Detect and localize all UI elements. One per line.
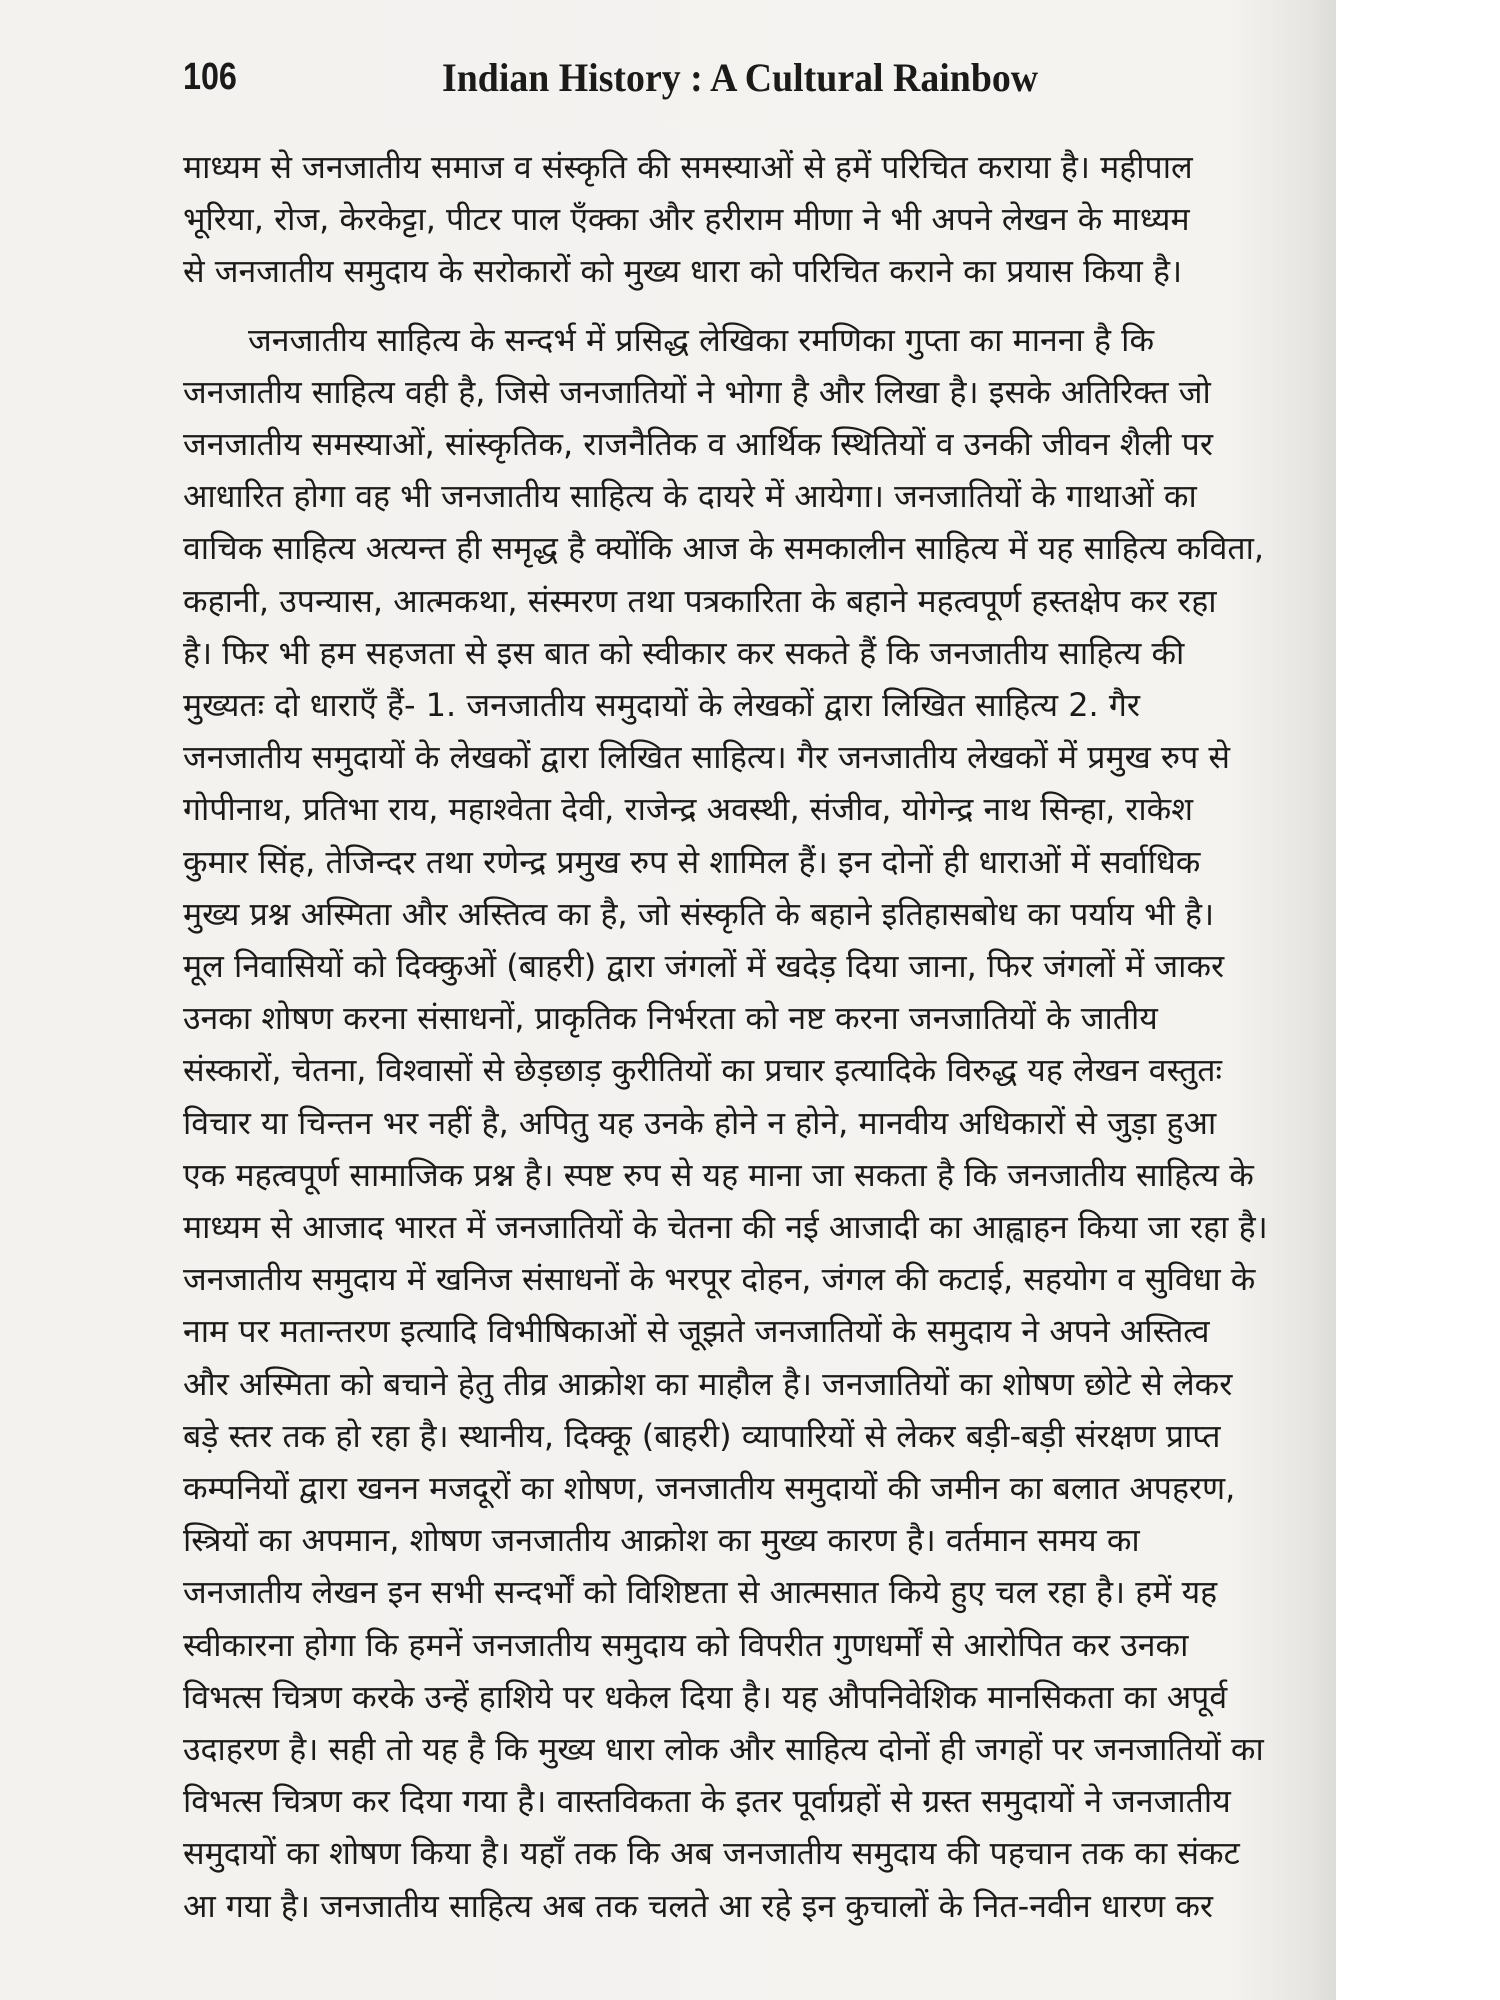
text-line: स्त्रियों का अपमान, शोषण जनजातीय आक्रोश का मुख्य कारण है। वर्तमान समय का bbox=[183, 1521, 1140, 1560]
text-line: जनजातीय समस्याओं, सांस्कृतिक, राजनैतिक व आर्थिक स्थितियों व उनकी जीवन शैली पर bbox=[183, 425, 1213, 463]
text-line: उनका शोषण करना संसाधनों, प्राकृतिक निर्भरता को नष्ट करना जनजातियों के जातीय bbox=[183, 999, 1158, 1038]
page-number: 106 bbox=[183, 56, 237, 98]
running-title: Indian History : A Cultural Rainbow bbox=[442, 55, 1039, 100]
text-line: बड़े स्तर तक हो रहा है। स्थानीय, दिक्कू (बाहरी) व्यापारियों से लेकर बड़ी-बड़ी संरक्षण प्राप्त bbox=[183, 1416, 1221, 1455]
text-line: जनजातीय समुदायों के लेखकों द्वारा लिखित साहित्य। गैर जनजातीय लेखकों में प्रमुख रुप से bbox=[183, 738, 1231, 777]
text-line: माध्यम से आजाद भारत में जनजातियों के चेतना की नई आजादी का आह्वाहन किया जा रहा है। bbox=[183, 1208, 1268, 1246]
text-line: संस्कारों, चेतना, विश्वासों से छेड़छाड़ कुरीतियों का प्रचार इत्यादिके विरुद्ध यह लेखन वस्तुतः bbox=[183, 1051, 1222, 1090]
text-line: जनजातीय लेखन इन सभी सन्दर्भों को विशिष्टता से आत्मसात किये हुए चल रहा है। हमें यह bbox=[183, 1573, 1218, 1612]
text-line: माध्यम से जनजातीय समाज व संस्कृति की समस्याओं से हमें परिचित कराया है। महीपाल bbox=[183, 148, 1193, 186]
text-line: कहानी, उपन्यास, आत्मकथा, संस्मरण तथा पत्रकारिता के बहाने महत्वपूर्ण हस्तक्षेप कर रहा bbox=[183, 581, 1217, 620]
text-line: भूरिया, रोज, केरकेट्टा, पीटर पाल एँक्का और हरीराम मीणा ने भी अपने लेखन के माध्यम bbox=[183, 200, 1190, 239]
text-line: से जनजातीय समुदाय के सरोकारों को मुख्य धारा को परिचित कराने का प्रयास किया है। bbox=[183, 252, 1183, 291]
text-line: गोपीनाथ, प्रतिभा राय, महाश्वेता देवी, राजेन्द्र अवस्थी, संजीव, योगेन्द्र नाथ सिन्हा, राकेश bbox=[183, 790, 1194, 829]
text-line: मुख्यतः दो धाराएँ हैं- 1. जनजातीय समुदायों के लेखकों द्वारा लिखित साहित्य 2. गैर bbox=[183, 686, 1141, 724]
text-line: जनजातीय समुदाय में खनिज संसाधनों के भरपूर दोहन, जंगल की कटाई, सहयोग व सुविधा के bbox=[183, 1260, 1256, 1299]
text-line: वाचिक साहित्य अत्यन्त ही समृद्ध है क्योंकि आज के समकालीन साहित्य में यह साहित्य कविता, bbox=[183, 529, 1265, 568]
text-line: आधारित होगा वह भी जनजातीय साहित्य के दायरे में आयेगा। जनजातियों के गाथाओं का bbox=[183, 477, 1197, 516]
text-line: मुख्य प्रश्न अस्मिता और अस्तित्व का है, जो संस्कृति के बहाने इतिहासबोध का पर्याय भी है। bbox=[183, 894, 1215, 933]
text-line: विचार या चिन्तन भर नहीं है, अपितु यह उनके होने न होने, मानवीय अधिकारों से जुड़ा हुआ bbox=[183, 1103, 1217, 1142]
text-line: नाम पर मतान्तरण इत्यादि विभीषिकाओं से जूझते जनजातियों के समुदाय ने अपने अस्तित्व bbox=[183, 1312, 1210, 1351]
text-line: विभत्स चित्रण कर दिया गया है। वास्तविकता के इतर पूर्वाग्रहों से ग्रस्त समुदायों ने जनजातीय bbox=[183, 1782, 1231, 1821]
text-line: जनजातीय साहित्य वही है, जिसे जनजातियों ने भोगा है और लिखा है। इसके अतिरिक्त जो bbox=[183, 372, 1211, 411]
text-line: उदाहरण है। सही तो यह है कि मुख्य धारा लोक और साहित्य दोनों ही जगहों पर जनजातियों का bbox=[183, 1730, 1264, 1768]
text-line: जनजातीय साहित्य के सन्दर्भ में प्रसिद्ध लेखिका रमणिका गुप्ता का मानना है कि bbox=[248, 320, 1155, 359]
text-line: एक महत्वपूर्ण सामाजिक प्रश्न है। स्पष्ट रुप से यह माना जा सकता है कि जनजातीय साहित्य के bbox=[183, 1155, 1254, 1194]
text-line: समुदायों का शोषण किया है। यहाँ तक कि अब जनजातीय समुदाय की पहचान तक का संकट bbox=[183, 1834, 1240, 1873]
text-line: कम्पनियों द्वारा खनन मजदूरों का शोषण, जनजातीय समुदायों की जमीन का बलात अपहरण, bbox=[183, 1469, 1236, 1507]
text-line: आ गया है। जनजातीय साहित्य अब तक चलते आ रहे इन कुचालों के नित-नवीन धारण कर bbox=[183, 1886, 1214, 1925]
text-line: है। फिर भी हम सहजता से इस बात को स्वीकार कर सकते हैं कि जनजातीय साहित्य की bbox=[183, 633, 1185, 672]
text-line: कुमार सिंह, तेजिन्दर तथा रणेन्द्र प्रमुख रुप से शामिल हैं। इन दोनों ही धाराओं में सर्वाधिक bbox=[183, 842, 1201, 881]
text-line: विभत्स चित्रण करके उन्हें हाशिये पर धकेल दिया है। यह औपनिवेशिक मानसिकता का अपूर्व bbox=[183, 1677, 1228, 1716]
text-line: मूल निवासियों को दिक्कुओं (बाहरी) द्वारा जंगलों में खदेड़ दिया जाना, फिर जंगलों में जाकर bbox=[183, 947, 1225, 985]
text-line: स्वीकारना होगा कि हमनें जनजातीय समुदाय को विपरीत गुणधर्मों से आरोपित कर उनका bbox=[183, 1625, 1189, 1664]
text-line: और अस्मिता को बचाने हेतु तीव्र आक्रोश का माहौल है। जनजातियों का शोषण छोटे से लेकर bbox=[183, 1364, 1233, 1403]
